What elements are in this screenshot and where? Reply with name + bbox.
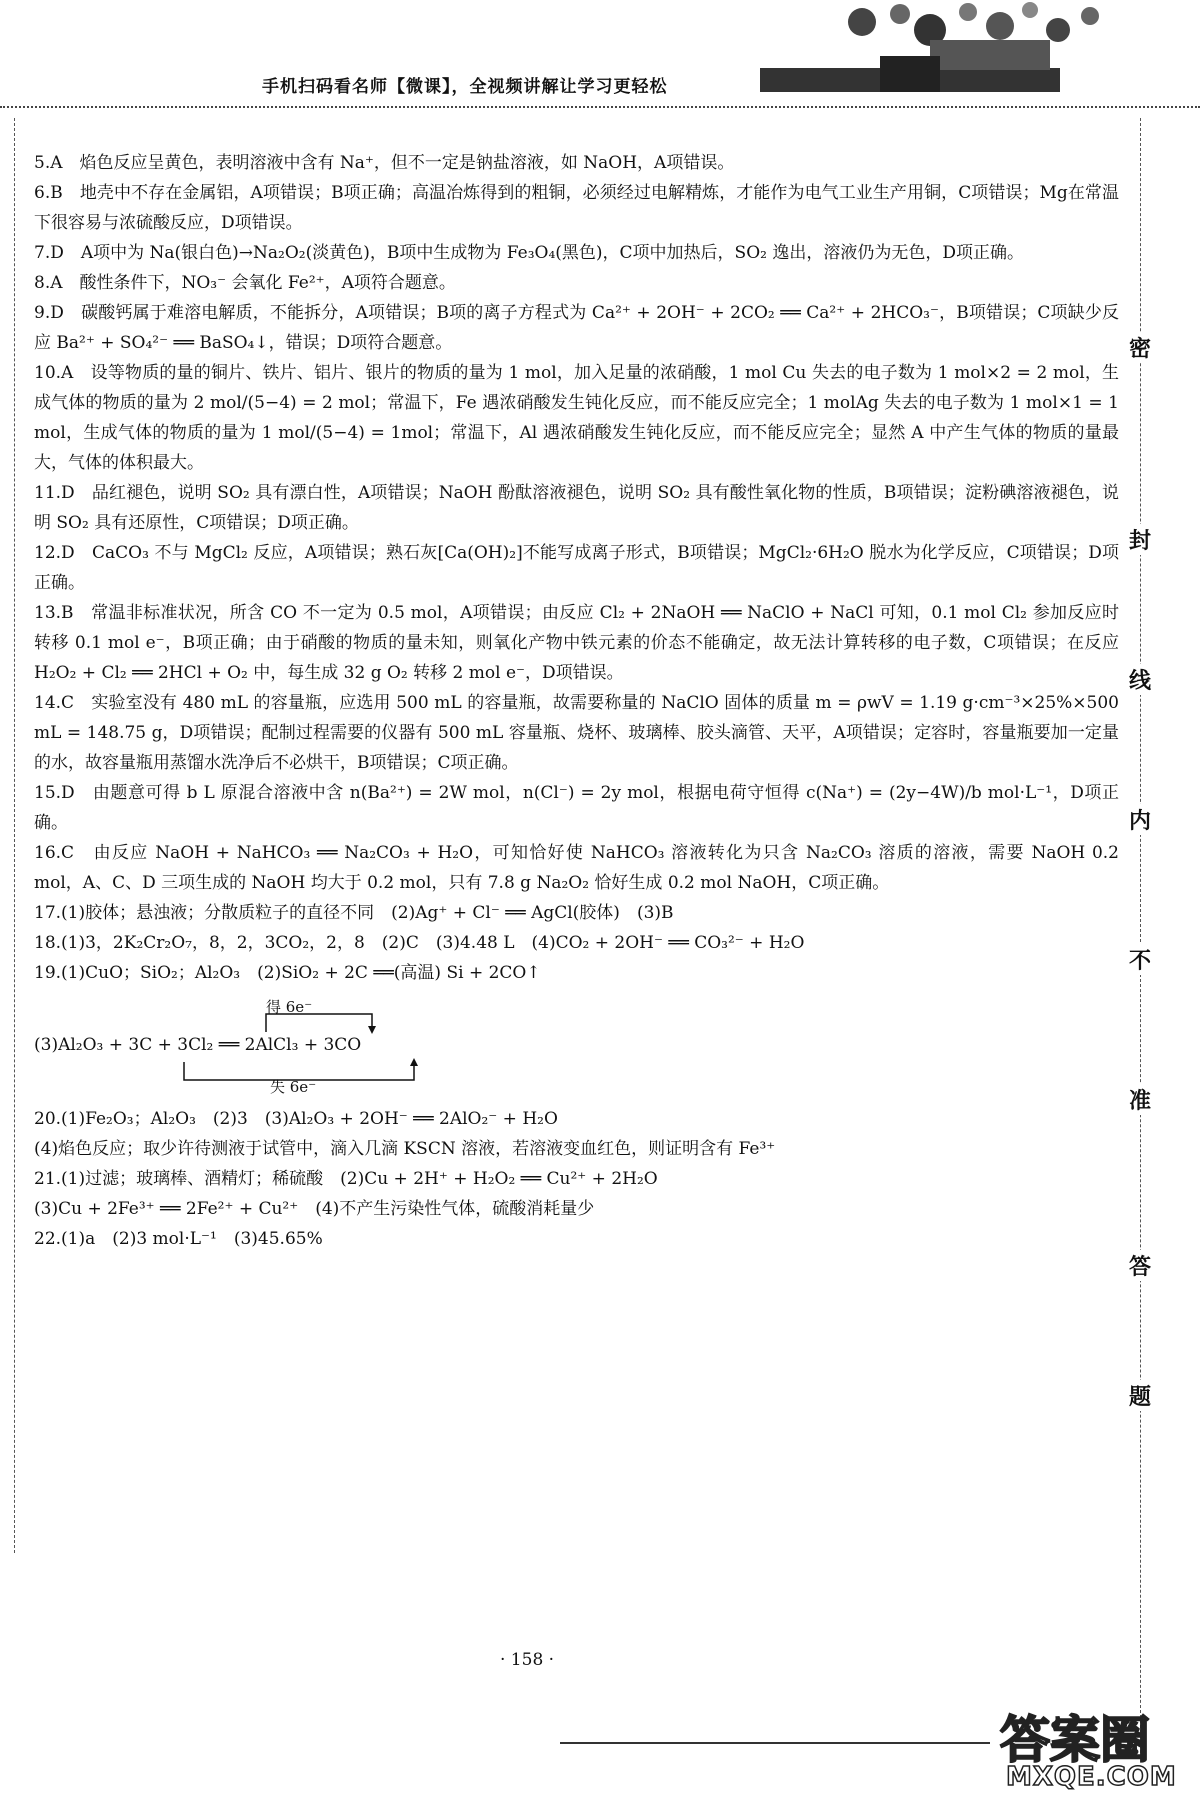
binding-line <box>1140 118 1141 1758</box>
answer-item: 17.(1)胶体；悬浊液；分散质粒子的直径不同 (2)Ag⁺ + Cl⁻ ══ AgCl(胶体) (3)B <box>34 903 674 923</box>
site-watermark <box>1000 1700 1200 1800</box>
seal-char: 题 <box>1120 1380 1160 1411</box>
answer-item: 16.C 由反应 NaOH + NaHCO₃ ══ Na₂CO₃ + H₂O，可知恰好使 NaHCO₃ 溶液转化为只含 Na₂CO₃ 溶质的溶液，需要 NaOH 0.2 mol，A、C、D 三项生成的 NaOH 均大于 0.2 mol，只有 7.8 g Na₂O₂ 恰好生成 0.2 mol NaOH，C项正确。 <box>34 843 1119 893</box>
answer-item: 21.(1)过滤；玻璃棒、酒精灯；稀硫酸 (2)Cu + 2H⁺ + H₂O₂ ══ Cu²⁺ + 2H₂O <box>34 1169 658 1189</box>
footer-divider <box>560 1742 990 1744</box>
seal-char: 不 <box>1120 944 1160 975</box>
answer-item: 13.B 常温非标准状况，所含 CO 不一定为 0.5 mol，A项错误；由反应 Cl₂ + 2NaOH ══ NaClO + NaCl 可知，0.1 mol Cl₂ 参加反应时转移 0.1 mol e⁻，B项正确；由于硝酸的物质的量未知，则氧化产物中铁元素的价态不能确定，故无法计算转移的电子数，C项错误；在反应 H₂O₂ + Cl₂ ══ 2HCl + O₂ 中，每生成 32 g O₂ 转移 2 mol e⁻，D项错误。 <box>34 603 1119 683</box>
seal-char: 密 <box>1120 332 1160 363</box>
answer-item: 8.A 酸性条件下，NO₃⁻ 会氧化 Fe²⁺，A项符合题意。 <box>34 273 456 293</box>
electron-gain-label: 得 6e⁻ <box>266 998 313 1016</box>
seal-char: 封 <box>1120 524 1160 555</box>
page-number: · 158 · <box>500 1650 555 1670</box>
header-slogan: 手机扫码看名师【微课】，全视频讲解让学习更轻松 <box>262 77 668 97</box>
answer-item: 12.D CaCO₃ 不与 MgCl₂ 反应，A项错误；熟石灰[Ca(OH)₂]不能写成离子形式，B项错误；MgCl₂·6H₂O 脱水为化学反应，C项错误；D项正确。 <box>34 543 1119 593</box>
watermark-url: MXQE.COM <box>1006 1762 1177 1792</box>
answer-item: 18.(1)3，2K₂Cr₂O₇，8，2，3CO₂，2，8 (2)C (3)4.48 L (4)CO₂ + 2OH⁻ ══ CO₃²⁻ + H₂O <box>34 933 805 953</box>
redox-diagram <box>34 992 1119 1100</box>
page-header <box>0 0 1200 110</box>
answer-item: 15.D 由题意可得 b L 原混合溶液中含 n(Ba²⁺) = 2W mol，n(Cl⁻) = 2y mol，根据电荷守恒得 c(Na⁺) = (2y−4W)/b mol·L⁻¹，D项正确。 <box>34 783 1119 833</box>
seal-char: 准 <box>1120 1084 1160 1115</box>
left-margin-line <box>14 118 15 1553</box>
watermark-logo-text: 答案圈 <box>1000 1711 1150 1769</box>
answer-item: 5.A 焰色反应呈黄色，表明溶液中含有 Na⁺，但不一定是钠盐溶液，如 NaOH，A项错误。 <box>34 153 735 173</box>
answer-content <box>34 148 1119 1254</box>
answer-item: 19.(1)CuO；SiO₂；Al₂O₃ (2)SiO₂ + 2C ══(高温) Si + 2CO↑ <box>34 963 541 983</box>
answer-item: 14.C 实验室没有 480 mL 的容量瓶，应选用 500 mL 的容量瓶，故需要称量的 NaClO 固体的质量 m = ρwV = 1.19 g·cm⁻³×25%×500 mL = 148.75 g，D项错误；配制过程需要的仪器有 500 mL 容量瓶、烧杯、玻璃棒、胶头滴管、天平，A项错误；定容时，容量瓶要加一定量的水，故容量瓶用蒸馏水洗净后不必烘干，B项错误；C项正确。 <box>34 693 1119 773</box>
answer-item: 20.(1)Fe₂O₃；Al₂O₃ (2)3 (3)Al₂O₃ + 2OH⁻ ══ 2AlO₂⁻ + H₂O <box>34 1109 558 1129</box>
answer-item: 10.A 设等物质的量的铜片、铁片、铝片、银片的物质的量为 1 mol，加入足量的浓硝酸，1 mol Cu 失去的电子数为 1 mol×2 = 2 mol，生成气体的物质的量为 2 mol/(5−4) = 2 mol；常温下，Fe 遇浓硝酸发生钝化反应，而不能反应完全；1 molAg 失去的电子数为 1 mol×1 = 1 mol，生成气体的物质的量为 1 mol/(5−4) = 1mol；常温下，Al 遇浓硝酸发生钝化反应，而不能反应完全；显然 A 中产生气体的物质的量最大，气体的体积最大。 <box>34 363 1119 473</box>
answer-item: 7.D A项中为 Na(银白色)→Na₂O₂(淡黄色)，B项中生成物为 Fe₃O₄(黑色)，C项中加热后，SO₂ 逸出，溶液仍为无色，D项正确。 <box>34 243 1024 263</box>
answer-item: 11.D 品红褪色，说明 SO₂ 具有漂白性，A项错误；NaOH 酚酞溶液褪色，说明 SO₂ 具有酸性氧化物的性质，B项错误；淀粉碘溶液褪色，说明 SO₂ 具有还原性，C项错误；D项正确。 <box>34 483 1119 533</box>
electron-loss-label: 失 6e⁻ <box>270 1078 317 1096</box>
answer-item: 22.(1)a (2)3 mol·L⁻¹ (3)45.65% <box>34 1229 323 1249</box>
seal-char: 线 <box>1120 664 1160 695</box>
answer-item: 9.D 碳酸钙属于难溶电解质，不能拆分，A项错误；B项的离子方程式为 Ca²⁺ + 2OH⁻ + 2CO₂ ══ Ca²⁺ + 2HCO₃⁻，B项错误；C项缺少反应 Ba²⁺ + SO₄²⁻ ══ BaSO₄↓，错误；D项符合题意。 <box>34 303 1119 353</box>
answer-item: (3)Cu + 2Fe³⁺ ══ 2Fe²⁺ + Cu²⁺ (4)不产生污染性气体，硫酸消耗量少 <box>34 1199 595 1219</box>
answer-item: (4)焰色反应；取少许待测液于试管中，滴入几滴 KSCN 溶液，若溶液变血红色，则证明含有 Fe³⁺ <box>34 1139 776 1159</box>
header-divider <box>0 106 1200 108</box>
seal-char: 答 <box>1120 1250 1160 1281</box>
answer-item: 6.B 地壳中不存在金属铝，A项错误；B项正确；高温冶炼得到的粗铜，必须经过电解精炼，才能作为电气工业生产用铜，C项错误；Mg在常温下很容易与浓硫酸反应，D项错误。 <box>34 183 1119 233</box>
redox-equation: (3)Al₂O₃ + 3C + 3Cl₂ ══ 2AlCl₃ + 3CO <box>34 1035 362 1055</box>
seal-char: 内 <box>1120 804 1160 835</box>
